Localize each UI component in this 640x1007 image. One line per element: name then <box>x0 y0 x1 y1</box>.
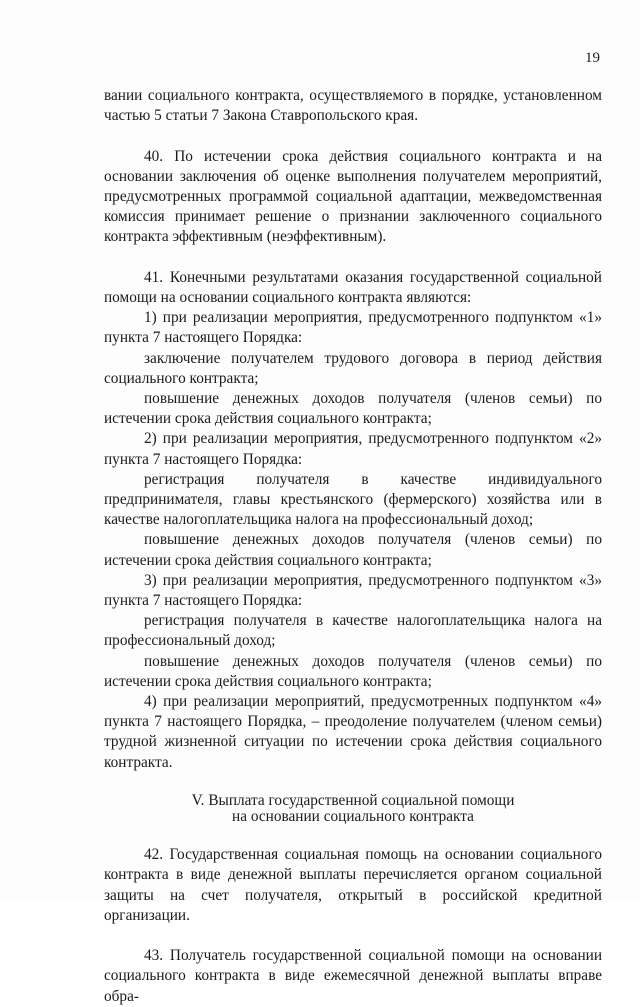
list-item-1: 1) при реализации мероприятия, предусмотренного подпунктом «1» пункта 7 настоящего Порядка: <box>104 309 602 347</box>
paragraph-gap <box>104 825 602 845</box>
list-item-2-b: повышение денежных доходов получателя (членов семьи) по истечении срока действия социального контракта; <box>104 531 602 569</box>
paragraph-gap <box>104 926 602 946</box>
list-item-1-b: повышение денежных доходов получателя (членов семьи) по истечении срока действия социального контракта; <box>104 390 602 428</box>
section-heading-line-1: V. Выплата государственной социальной помощи <box>191 792 515 810</box>
paragraph-43: 43. Получатель государственной социальной помощи на основании социального контракта в виде ежемесячной денежной выплаты вправе обра- <box>104 947 602 1005</box>
section-heading-line-2: на основании социального контракта <box>232 808 474 826</box>
paragraph-continuation: вании социального контракта, осуществляемого в порядке, установленном частью 5 статьи 7 Закона Ставропольского края. <box>104 87 602 125</box>
list-item-3-a: регистрация получателя в качестве налогоплательщика налога на профессиональный доход; <box>104 612 602 650</box>
list-item-3: 3) при реализации мероприятия, предусмотренного подпунктом «3» пункта 7 настоящего Порядка: <box>104 571 602 610</box>
list-item-1-a: заключение получателем трудового договора в период действия социального контракта; <box>104 349 602 387</box>
paragraph-40: 40. По истечении срока действия социального контракта и на основании заключения об оценке выполнения получателем мероприятий, предусмотренных программой социальной адаптации, межведомственная комиссия принимает решение о признании заключенного социального контракта эффективным (неэффективным). <box>104 147 602 246</box>
paragraph-42: 42. Государственная социальная помощь на основании социального контракта в виде денежной выплаты перечисляется органом социальной защиты на счет получателя, открытый в российской кредитной организации. <box>104 846 602 924</box>
section-heading <box>104 793 602 825</box>
page-number: 19 <box>585 50 600 66</box>
paragraph-41: 41. Конечными результатами оказания государственной социальной помощи на основании социального контракта являются: <box>104 268 602 306</box>
paragraph-gap <box>104 248 602 268</box>
paragraph-gap <box>104 126 602 146</box>
list-item-2-a: регистрация получателя в качестве индивидуального предпринимателя, главы крестьянского (фермерского) хозяйства или в качестве налогоплательщика налога на профессиональный доход; <box>104 470 602 529</box>
list-item-2: 2) при реализации мероприятия, предусмотренного подпунктом «2» пункта 7 настоящего Порядка: <box>104 430 602 468</box>
document-body <box>104 86 602 1007</box>
paragraph-gap <box>104 773 602 793</box>
list-item-3-b: повышение денежных доходов получателя (членов семьи) по истечении срока действия социального контракта; <box>104 652 602 690</box>
list-item-4: 4) при реализации мероприятий, предусмотренных подпунктом «4» пункта 7 настоящего Порядка, – преодоление получателем (членом семьи) трудной жизненной ситуации по истечении срока действия социального контракта. <box>104 693 602 771</box>
